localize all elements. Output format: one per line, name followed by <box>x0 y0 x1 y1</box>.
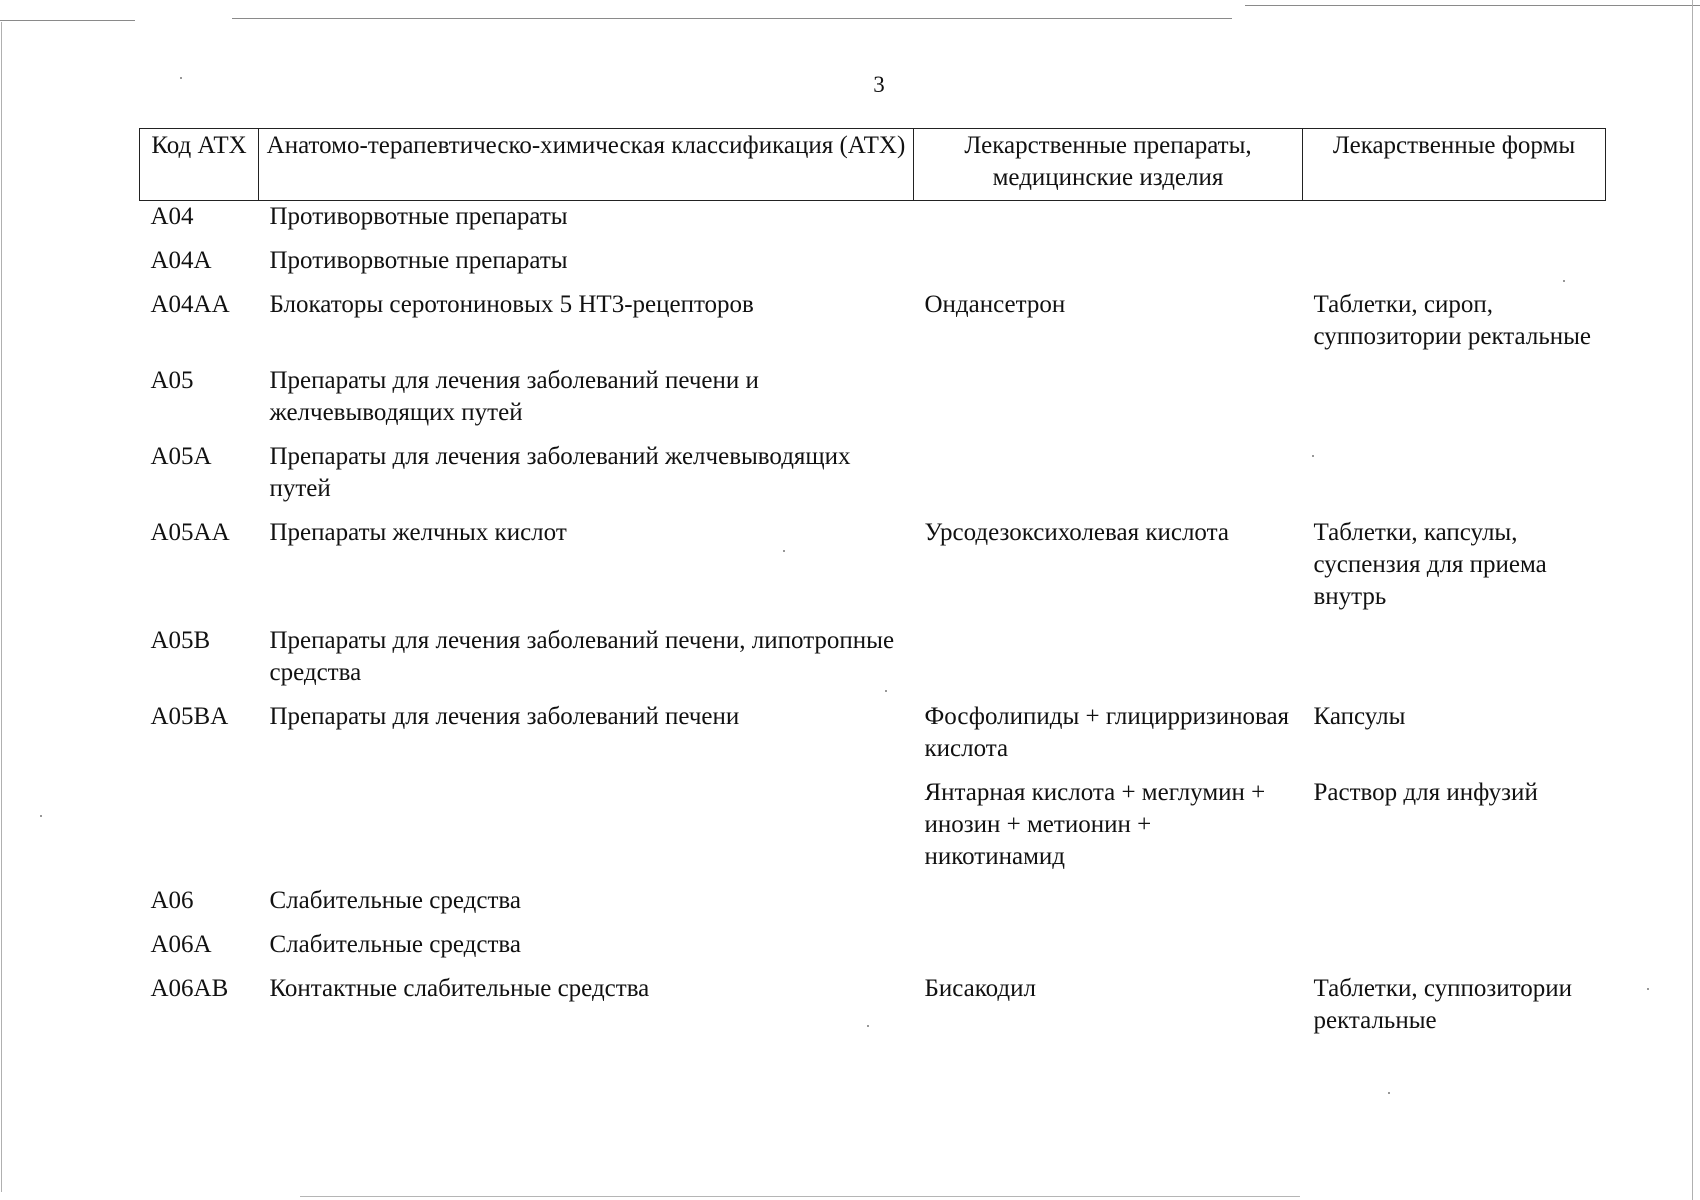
cell-drug: Урсодезоксихолевая кислота <box>924 519 1229 546</box>
cell-code: A06 <box>150 887 194 914</box>
cell-form: Таблетки, суппозитории ректальные <box>1313 975 1572 1034</box>
cell-classification: Блокаторы серотониновых 5 НТ3-рецепторов <box>269 291 754 318</box>
table-row <box>140 701 1606 777</box>
cell-classification: Препараты для лечения заболеваний печени, липотропные средства <box>269 627 895 686</box>
scan-edge-bottom <box>300 1196 1300 1197</box>
scan-speck <box>1563 280 1565 282</box>
scan-speck <box>885 690 887 692</box>
cell-drug <box>914 625 1303 701</box>
cell-code: A05A <box>150 443 212 470</box>
cell-code: A04AA <box>150 291 230 318</box>
cell-code: A06AB <box>150 975 229 1002</box>
cell-code: A05AA <box>150 519 230 546</box>
scan-edge-top <box>232 18 1232 19</box>
cell-drug <box>914 365 1303 441</box>
cell-drug: Фосфолипиды + глицирризиновая кислота <box>924 703 1290 762</box>
cell-classification: Противорвотные препараты <box>269 203 568 230</box>
scan-speck <box>1312 455 1314 457</box>
cell-form <box>1303 201 1606 246</box>
cell-form: Таблетки, капсулы, суспензия для приема внутрь <box>1313 519 1547 610</box>
table-header-row <box>140 129 1606 201</box>
cell-code <box>140 777 259 885</box>
table-row <box>140 201 1606 246</box>
cell-classification: Препараты для лечения заболеваний желчевыводящих путей <box>269 443 851 502</box>
scan-edge-top-left <box>0 20 135 21</box>
header-forms: Лекарственные формы <box>1303 129 1606 201</box>
cell-drug <box>914 201 1303 246</box>
table-row <box>140 777 1606 885</box>
cell-code: A05BA <box>150 703 229 730</box>
table-row <box>140 625 1606 701</box>
cell-form: Раствор для инфузий <box>1313 779 1538 806</box>
header-code: Код АТХ <box>140 129 259 201</box>
table-row <box>140 441 1606 517</box>
cell-classification: Слабительные средства <box>269 931 521 958</box>
cell-drug <box>914 929 1303 973</box>
cell-drug <box>914 885 1303 929</box>
cell-form <box>1303 625 1606 701</box>
scan-speck <box>1647 988 1649 990</box>
table-row <box>140 885 1606 929</box>
cell-drug <box>914 245 1303 289</box>
scan-speck <box>867 1025 869 1027</box>
cell-classification: Противорвотные препараты <box>269 247 568 274</box>
page-number: 3 <box>873 72 885 97</box>
cell-drug <box>914 441 1303 517</box>
table-row <box>140 245 1606 289</box>
cell-classification: Слабительные средства <box>269 887 521 914</box>
cell-classification <box>259 777 914 885</box>
cell-classification: Препараты для лечения заболеваний печени <box>269 703 740 730</box>
cell-form <box>1303 885 1606 929</box>
scan-edge-left <box>1 22 2 1192</box>
scan-speck <box>1388 1092 1390 1094</box>
table-body <box>140 201 1606 1050</box>
cell-classification: Контактные слабительные средства <box>269 975 650 1002</box>
cell-form <box>1303 929 1606 973</box>
table-row <box>140 365 1606 441</box>
cell-form <box>1303 245 1606 289</box>
scan-edge-top-right <box>1245 5 1700 6</box>
table-row <box>140 929 1606 973</box>
cell-form <box>1303 365 1606 441</box>
table-row <box>140 973 1606 1049</box>
table-row <box>140 289 1606 365</box>
cell-code: A04 <box>150 203 194 230</box>
scan-speck <box>180 77 182 79</box>
atc-table <box>139 128 1606 1049</box>
cell-form: Капсулы <box>1313 703 1406 730</box>
header-drugs: Лекарственные препараты, медицинские изделия <box>914 129 1303 201</box>
cell-drug: Янтарная кислота + меглумин + инозин + метионин + никотинамид <box>924 779 1266 870</box>
cell-code: A04A <box>150 247 212 274</box>
cell-code: A05B <box>150 627 211 654</box>
scan-edge-right <box>1692 0 1693 1200</box>
cell-form <box>1303 441 1606 517</box>
cell-drug: Ондансетрон <box>924 291 1066 318</box>
cell-classification: Препараты желчных кислот <box>269 519 567 546</box>
cell-form: Таблетки, сироп, суппозитории ректальные <box>1313 291 1591 350</box>
cell-drug: Бисакодил <box>924 975 1036 1002</box>
header-classification: Анатомо-терапевтическо-химическая классификация (АТХ) <box>259 129 914 201</box>
scan-speck <box>40 815 42 817</box>
cell-code: A06A <box>150 931 212 958</box>
cell-classification: Препараты для лечения заболеваний печени и желчевыводящих путей <box>269 367 759 426</box>
scan-speck <box>783 550 785 552</box>
table-row <box>140 517 1606 625</box>
cell-code: A05 <box>150 367 194 394</box>
